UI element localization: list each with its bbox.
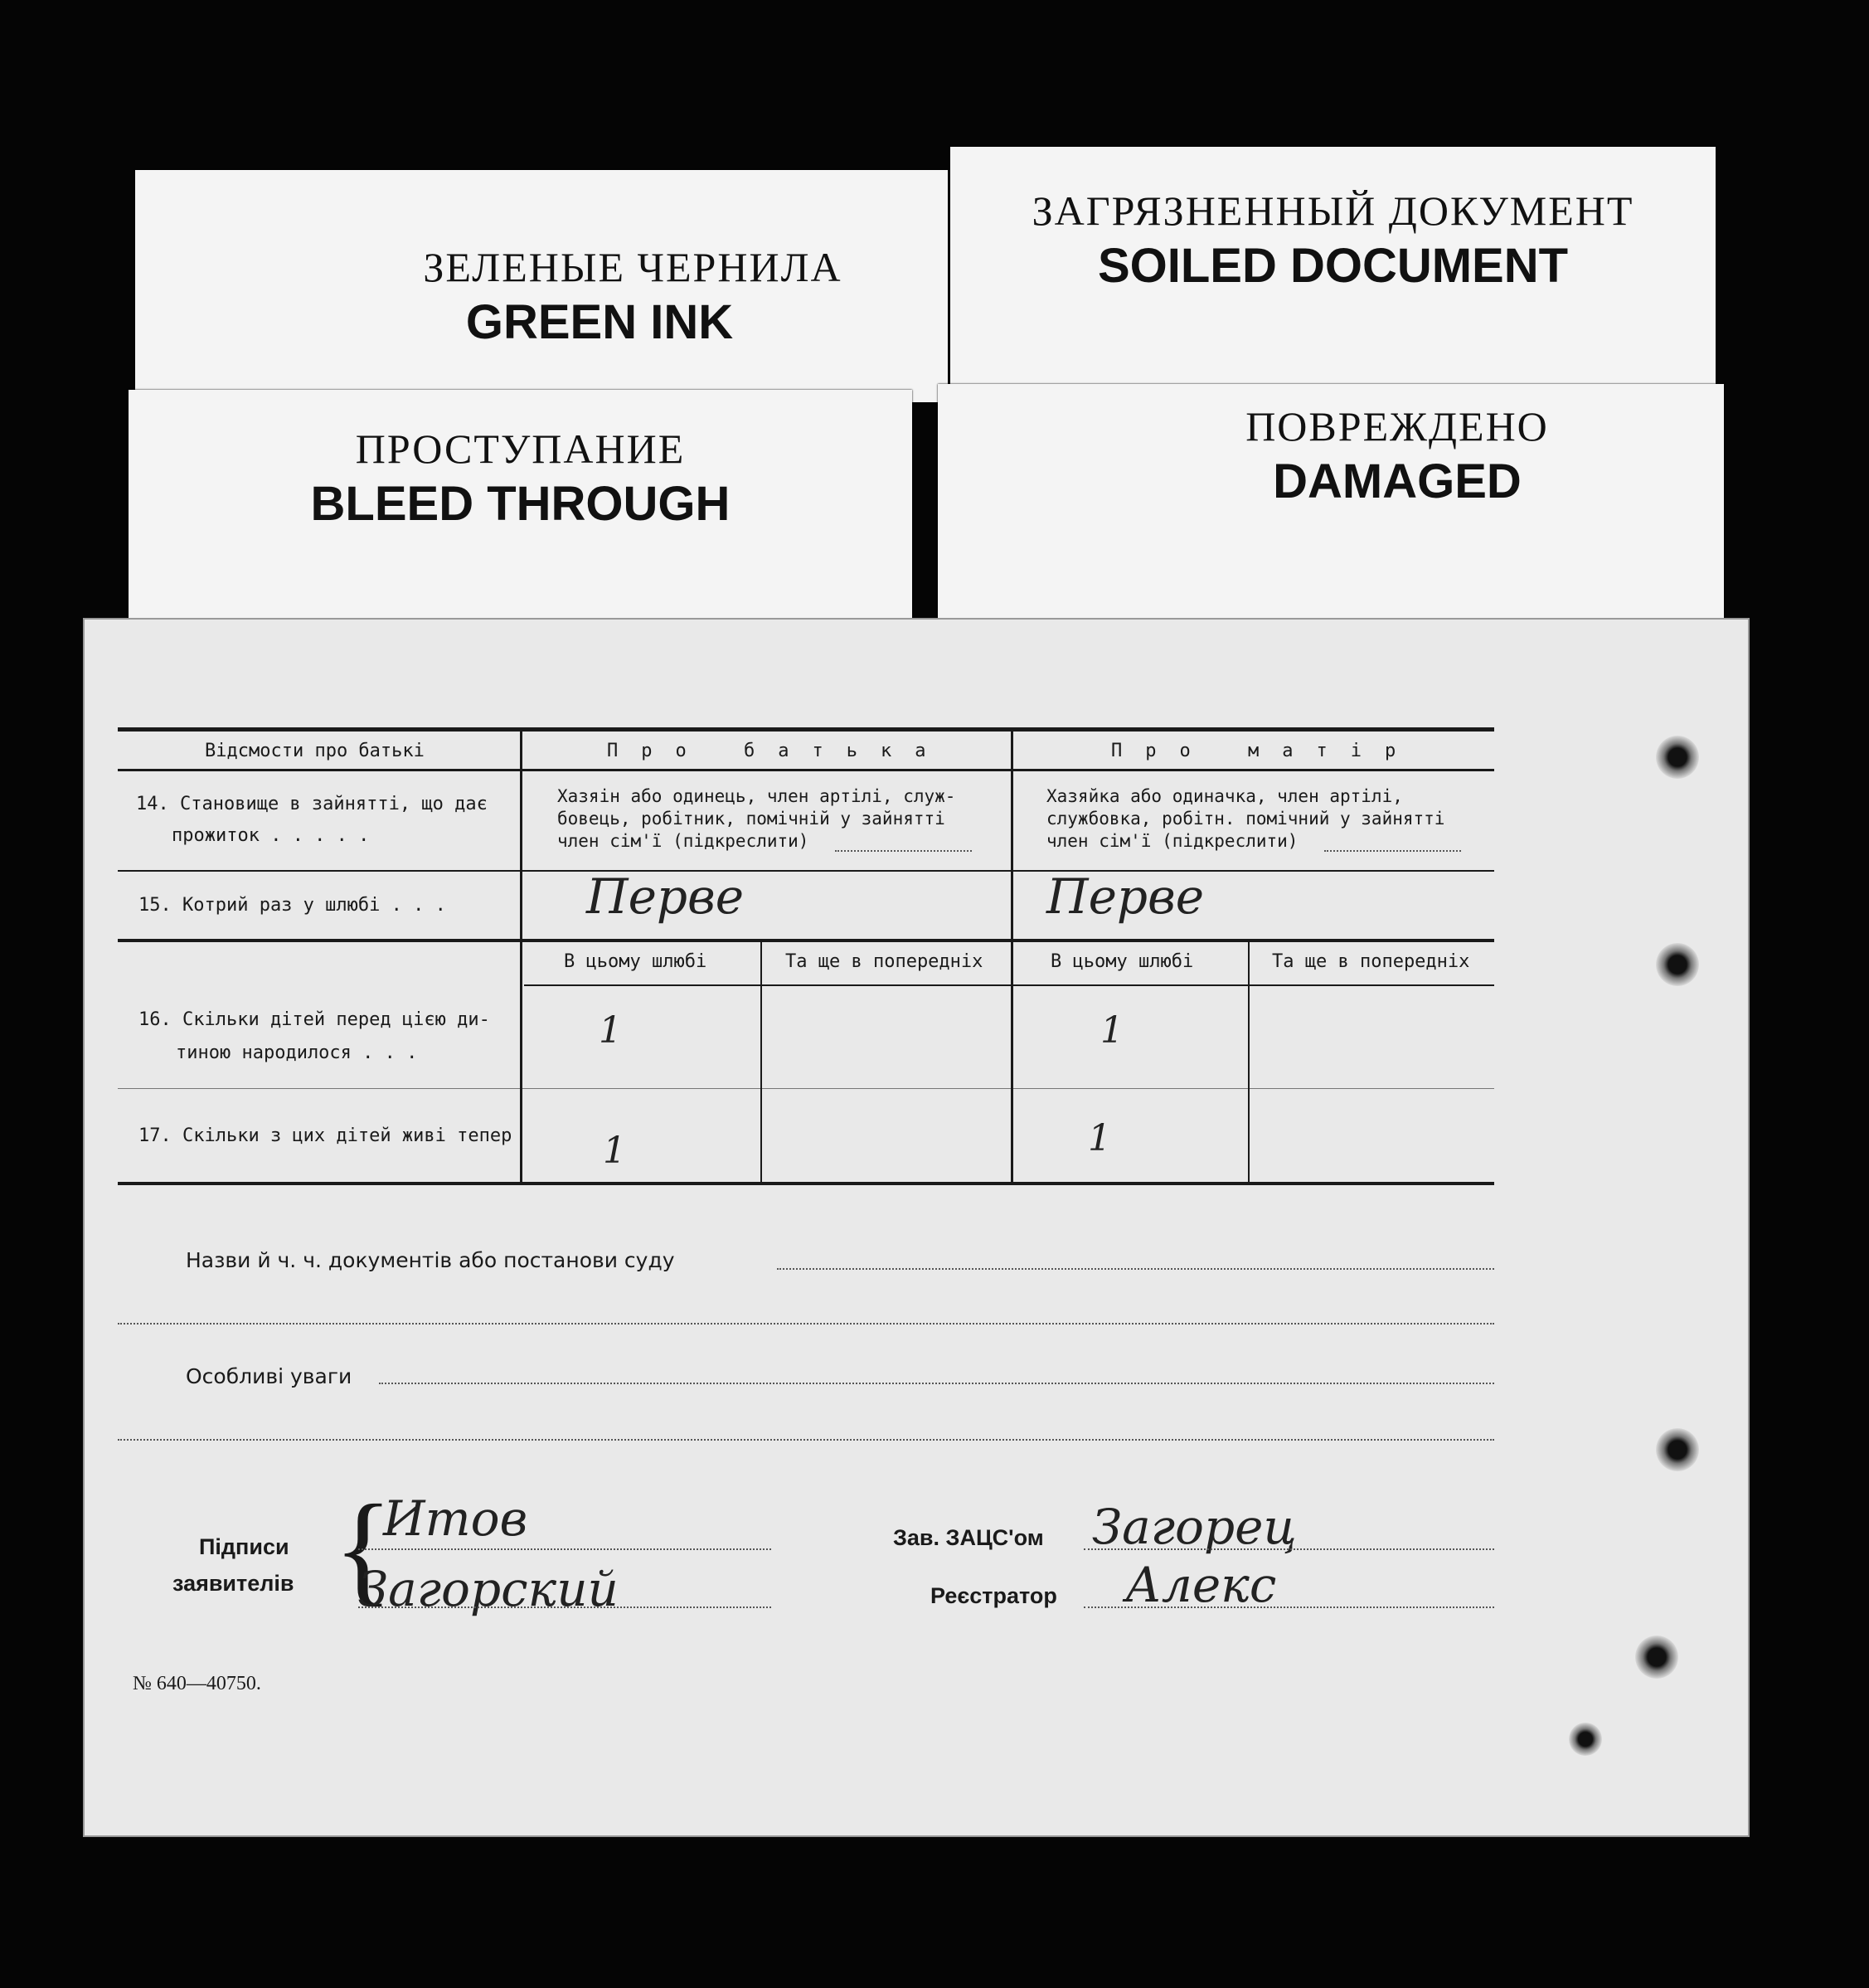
row14-father-line2: бовець, робітник, помічній у зайнятті — [557, 809, 945, 829]
remarks-dots-1 — [379, 1383, 1494, 1384]
row14-bottom-rule — [118, 870, 1494, 872]
punch-hole-1 — [1656, 736, 1699, 779]
row14-mother-dots — [1324, 850, 1461, 852]
damaged-ru: ПОВРЕЖДЕНО — [1245, 403, 1549, 450]
col-divider-1 — [520, 727, 522, 1184]
subheader-father-previous: Та ще в попередніх — [785, 951, 983, 972]
table-bottom-rule — [118, 1182, 1494, 1185]
registrar-line — [1084, 1606, 1494, 1608]
row17-label: 17. Скільки з цих дітей живі тепер — [138, 1125, 512, 1146]
soiled-en: SOILED DOCUMENT — [1097, 239, 1569, 293]
row16-mother-this: 1 — [1100, 1009, 1124, 1052]
row16-label-line1: 16. Скільки дітей перед цією ди- — [138, 1009, 490, 1030]
form-number: № 640—40750. — [133, 1673, 261, 1694]
bleed-en: BLEED THROUGH — [310, 477, 731, 531]
punch-hole-3 — [1656, 1428, 1699, 1471]
row15-father-value: Перве — [586, 868, 745, 925]
subheader-bottom-rule — [524, 984, 1494, 986]
header-col0: Відсмости про батькі — [205, 741, 425, 761]
applicant1-line — [358, 1548, 771, 1550]
documents-dots-1 — [777, 1268, 1494, 1270]
row14-mother-line3: член сім'ї (підкреслити) — [1046, 831, 1299, 851]
green-ink-en: GREEN INK — [465, 295, 734, 349]
row15-mother-value: Перве — [1046, 868, 1205, 925]
row14-father-dots — [835, 850, 972, 852]
registrar-label: Реєстратор — [930, 1583, 1057, 1608]
col-divider-mother-sub — [1248, 941, 1250, 1184]
punch-hole-5 — [1569, 1723, 1602, 1756]
row14-label-line1: 14. Становище в зайнятті, що дає — [136, 794, 488, 814]
header-bottom-rule — [118, 769, 1494, 771]
punch-hole-2 — [1656, 943, 1699, 986]
documents-dots-2 — [118, 1323, 1494, 1325]
applicant1-signature: Итов — [383, 1490, 528, 1547]
signatures-brace: { — [333, 1480, 393, 1617]
target-card-damaged — [938, 384, 1724, 630]
row15-bottom-rule — [118, 939, 1494, 942]
row16-label-line2: тиною народилося . . . — [176, 1043, 418, 1063]
head-signature: Загорец — [1092, 1499, 1297, 1555]
remarks-dots-2 — [118, 1439, 1494, 1441]
row17-father-this: 1 — [603, 1130, 626, 1172]
header-mother: Про матір — [1111, 741, 1420, 761]
row14-label-line2: прожиток . . . . . — [172, 825, 370, 846]
soiled-ru: ЗАГРЯЗНЕННЫЙ ДОКУМЕНТ — [1032, 187, 1634, 234]
row15-label: 15. Котрий раз у шлюбі . . . — [138, 895, 446, 916]
subheader-father-this: В цьому шлюбі — [564, 951, 707, 972]
signatures-label-line2: заявителів — [172, 1571, 294, 1596]
applicant2-line — [358, 1606, 771, 1608]
applicant2-signature: Загорский — [358, 1561, 619, 1617]
green-ink-ru: ЗЕЛЕНЫЕ ЧЕРНИЛА — [423, 244, 842, 290]
registration-form-page — [83, 618, 1750, 1837]
row16-father-this: 1 — [599, 1009, 622, 1052]
remarks-label: Особливі уваги — [186, 1364, 352, 1388]
row14-mother-line2: службовка, робітн. помічний у зайнятті — [1046, 809, 1445, 829]
row14-father-line1: Хазяін або одинець, член артілі, служ- — [557, 786, 956, 806]
bleed-ru: ПРОСТУПАНИЕ — [355, 425, 686, 472]
punch-hole-4 — [1635, 1636, 1678, 1679]
subheader-mother-this: В цьому шлюбі — [1051, 951, 1194, 972]
col-divider-father-sub — [760, 941, 762, 1184]
damaged-en: DAMAGED — [1273, 454, 1522, 508]
row17-mother-this: 1 — [1088, 1117, 1111, 1159]
row16-bottom-rule — [118, 1088, 1494, 1089]
subheader-mother-previous: Та ще в попередніх — [1272, 951, 1470, 972]
target-card-green-ink — [135, 170, 948, 402]
row14-mother-line1: Хазяйка або одиначка, член артілі, — [1046, 786, 1403, 806]
target-card-bleed-through — [129, 390, 912, 630]
table-top-rule — [118, 727, 1494, 732]
head-label: Зав. ЗАЦС'ом — [893, 1525, 1044, 1550]
col-divider-2 — [1011, 727, 1013, 1184]
registrar-signature: Алекс — [1125, 1557, 1277, 1613]
signatures-label-line1: Підписи — [199, 1534, 289, 1559]
head-line — [1084, 1548, 1494, 1550]
header-father: Про батька — [607, 741, 949, 761]
documents-label: Назви й ч. ч. документів або постанови суду — [186, 1248, 675, 1272]
target-card-soiled-document — [950, 147, 1716, 391]
row14-father-line3: член сім'ї (підкреслити) — [557, 831, 809, 851]
